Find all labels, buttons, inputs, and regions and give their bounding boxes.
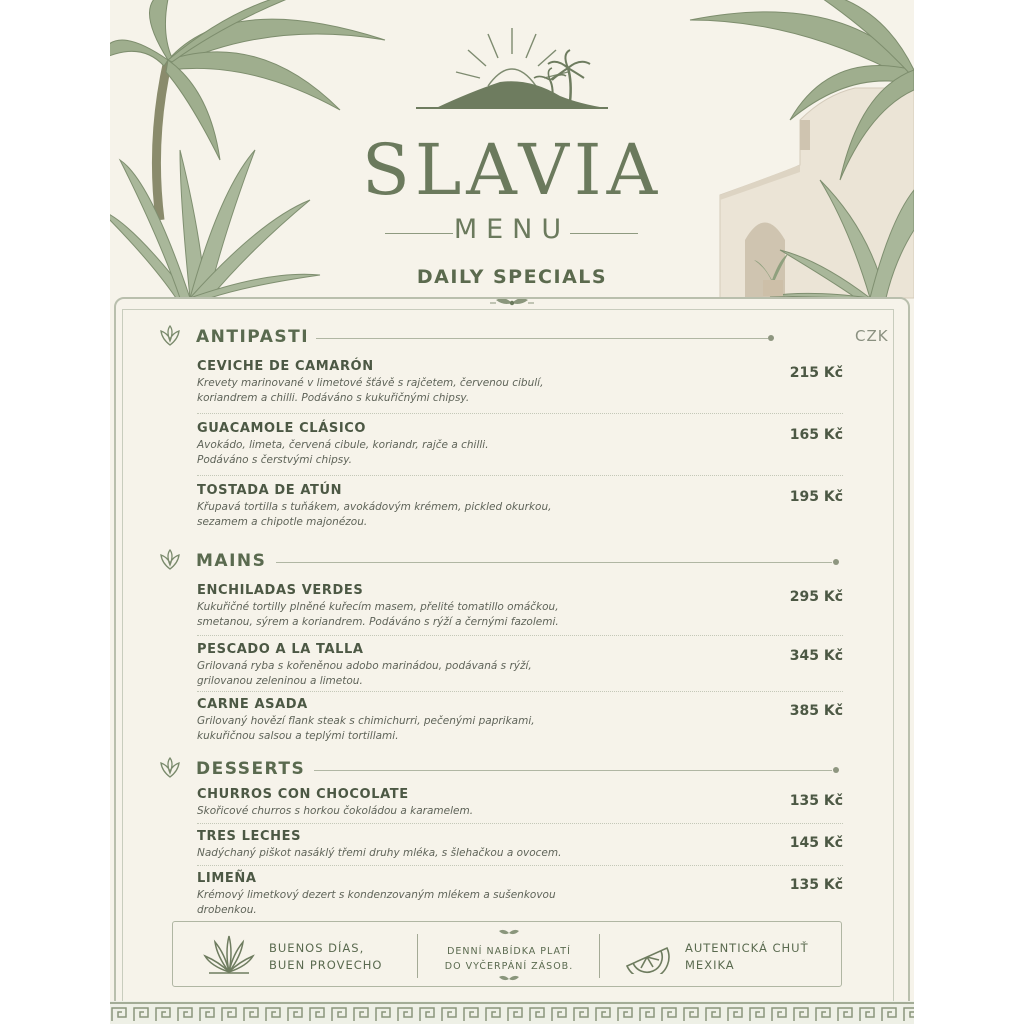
section-rule-dot xyxy=(833,559,839,565)
footer-separator xyxy=(599,934,600,978)
item-description: Kukuřičné tortilly plněné kuřecím masem, přelité tomatillo omáčkou, smetanou, sýrem a koriandrem. Podáváno s rýží a černými fazolemi. xyxy=(197,601,559,628)
section-mains xyxy=(158,551,848,577)
section-rule xyxy=(314,770,832,771)
leaf-icon xyxy=(158,757,182,779)
section-rule xyxy=(316,338,768,339)
section-title: MAINS xyxy=(196,551,267,571)
menu-item xyxy=(197,483,843,530)
section-title: ANTIPASTI xyxy=(196,327,310,347)
section-title: DESSERTS xyxy=(196,759,306,779)
item-price: 385 Kč xyxy=(789,703,843,719)
footer-ornament-top xyxy=(495,928,523,938)
menu-item xyxy=(197,697,843,744)
item-description: Grilovaný hovězí flank steak s chimichurri, pečenými paprikami, kukuřičnou salsou a teplými tortillami. xyxy=(197,715,535,742)
item-name: ENCHILADAS VERDES xyxy=(197,583,364,598)
section-rule-dot xyxy=(768,335,774,341)
item-price: 195 Kč xyxy=(789,489,843,505)
footer-box xyxy=(172,921,842,987)
footer-authentic-taste: AUTENTICKÁ CHUŤ MEXIKA xyxy=(685,941,809,972)
item-price: 135 Kč xyxy=(789,877,843,893)
item-name: GUACAMOLE CLÁSICO xyxy=(197,421,367,436)
item-name: TOSTADA DE ATÚN xyxy=(197,483,343,498)
currency-label: CZK xyxy=(855,327,889,345)
footer-greeting: BUENOS DÍAS, BUEN PROVECHO xyxy=(269,941,383,972)
leaf-icon xyxy=(158,549,182,571)
item-price: 345 Kč xyxy=(789,648,843,664)
item-divider xyxy=(197,413,843,414)
item-description: Krémový limetkový dezert s kondenzovaným mlékem a sušenkovou drobenkou. xyxy=(197,889,556,916)
item-name: CHURROS CON CHOCOLATE xyxy=(197,787,409,802)
footer-separator xyxy=(417,934,418,978)
footer-ornament-bottom xyxy=(495,974,523,984)
daily-specials-subtitle: DAILY SPECIALS xyxy=(416,266,608,288)
item-price: 145 Kč xyxy=(789,835,843,851)
item-description: Křupavá tortilla s tuňákem, avokádovým krémem, pickled okurkou, sezamem a chipotle majonézou. xyxy=(197,501,552,528)
item-price: 135 Kč xyxy=(789,793,843,809)
menu-item xyxy=(197,642,843,689)
agave-icon xyxy=(203,932,255,976)
footer-availability-note: DENNÍ NABÍDKA PLATÍ DO VYČERPÁNÍ ZÁSOB. xyxy=(444,946,574,972)
menu-item xyxy=(197,359,843,406)
menu-page xyxy=(110,0,914,1024)
restaurant-title: SLAVIA xyxy=(361,129,663,211)
menu-heading: MENU xyxy=(453,214,571,245)
lime-slice-icon xyxy=(623,936,671,974)
title-rule-right xyxy=(570,233,638,234)
section-rule-dot xyxy=(833,767,839,773)
item-name: CEVICHE DE CAMARÓN xyxy=(197,359,374,374)
menu-item xyxy=(197,787,843,819)
menu-item xyxy=(197,583,843,630)
item-description: Skořicové churros s horkou čokoládou a karamelem. xyxy=(197,805,474,817)
item-description: Avokádo, limeta, červená cibule, koriandr, rajče a chilli. Podáváno s čerstvými chipsy. xyxy=(197,439,489,466)
item-divider xyxy=(197,691,843,692)
item-price: 295 Kč xyxy=(789,589,843,605)
menu-item xyxy=(197,421,843,468)
section-rule xyxy=(276,562,832,563)
item-name: LIMEÑA xyxy=(197,871,257,886)
item-description: Nadýchaný piškot nasáklý třemi druhy mléka, s šlehačkou a ovocem. xyxy=(197,847,562,859)
item-description: Grilovaná ryba s kořeněnou adobo marinádou, podávaná s rýží, grilovanou zeleninou a limetou. xyxy=(197,660,532,687)
item-divider xyxy=(197,823,843,824)
section-antipasti xyxy=(158,327,889,353)
leaf-icon xyxy=(158,325,182,347)
item-price: 215 Kč xyxy=(789,365,843,381)
item-name: TRES LECHES xyxy=(197,829,302,844)
item-name: PESCADO A LA TALLA xyxy=(197,642,364,657)
item-name: CARNE ASADA xyxy=(197,697,308,712)
item-divider xyxy=(197,865,843,866)
section-desserts xyxy=(158,759,848,785)
item-price: 165 Kč xyxy=(789,427,843,443)
item-divider xyxy=(197,635,843,636)
sun-mountain-palm-icon xyxy=(410,22,614,114)
decorative-border-band xyxy=(110,1001,914,1024)
item-description: Krevety marinované v limetové šťávě s rajčetem, červenou cibulí, koriandrem a chilli. Podáváno s kukuřičnými chipsy. xyxy=(197,377,544,404)
item-divider xyxy=(197,475,843,476)
menu-item xyxy=(197,829,843,861)
menu-item xyxy=(197,871,843,918)
